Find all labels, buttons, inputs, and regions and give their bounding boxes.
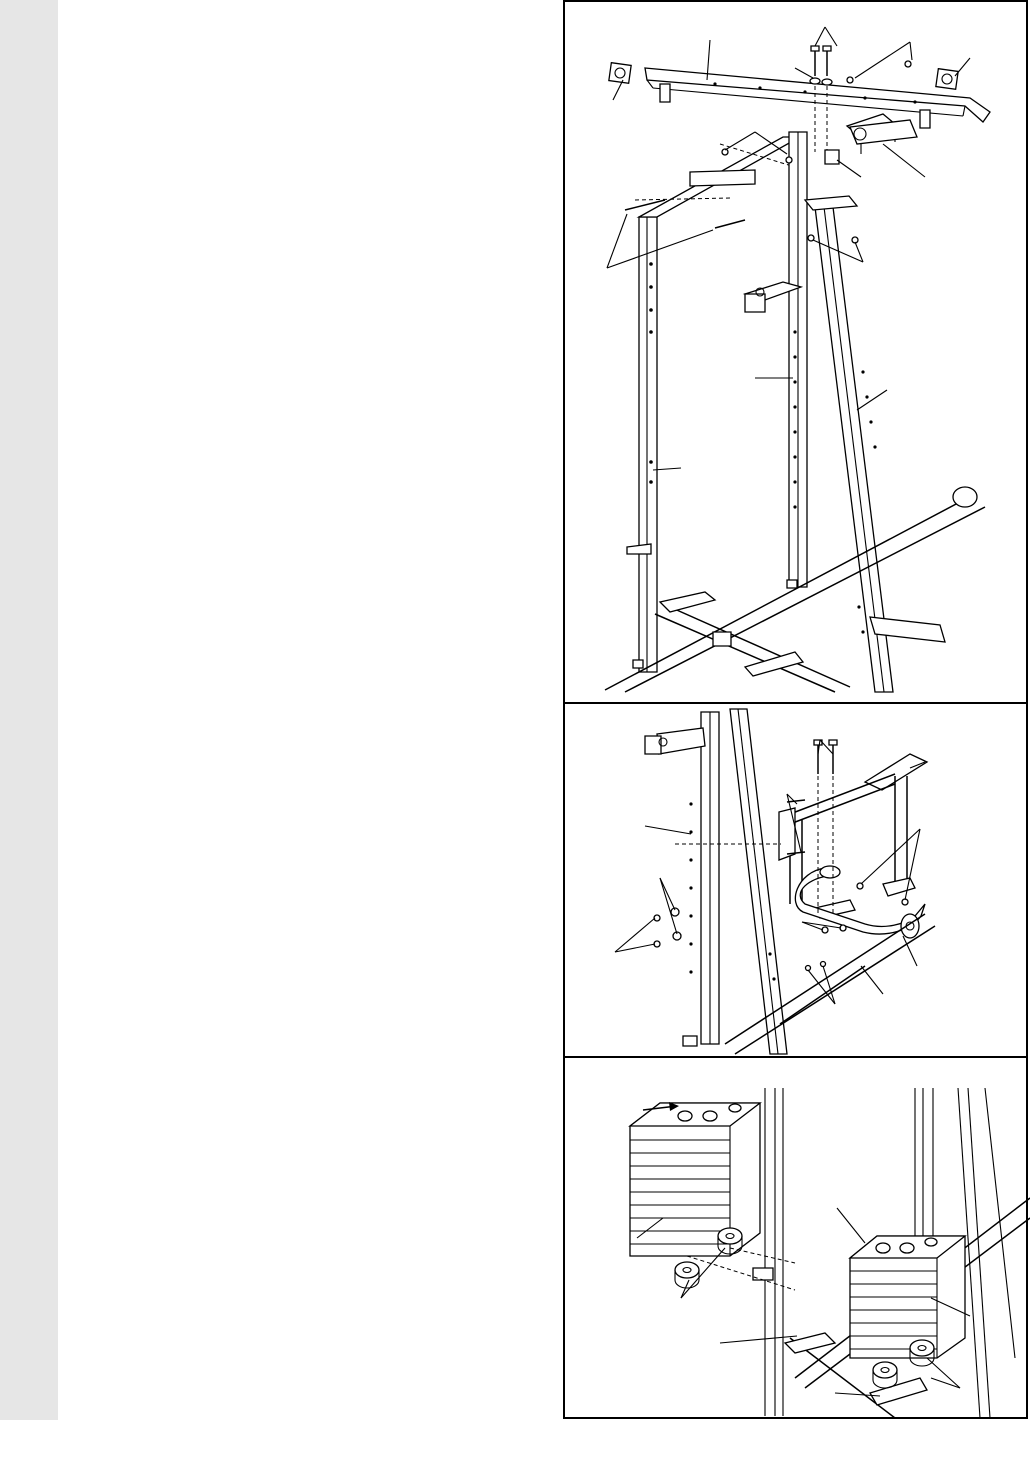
- nut-icon: [857, 883, 863, 889]
- page-margin-gutter: [0, 0, 58, 1420]
- weight-stacks-drawing: [565, 1058, 1030, 1421]
- top-frame-drawing: [565, 2, 1030, 706]
- center-upright-post: [645, 712, 719, 1046]
- pin-icon: [821, 962, 826, 967]
- arm-press-drawing: [565, 704, 1030, 1060]
- assembly-figure-weight-stacks: [563, 1056, 1028, 1419]
- guide-line: [730, 1248, 795, 1263]
- nut-icon: [786, 157, 792, 163]
- left-upright-post: [627, 217, 657, 672]
- pin-icon: [806, 966, 811, 971]
- center-upright-post: [745, 132, 807, 587]
- press-arm-frame: [779, 754, 927, 918]
- diagonal-upright-post: [730, 709, 787, 1054]
- assembly-figure-arm-press: [563, 702, 1028, 1058]
- diagonal-upright-post: [805, 196, 945, 692]
- left-pulley-icon: [609, 63, 631, 84]
- assembly-figure-top-frame: [563, 0, 1028, 704]
- spacer-block: [825, 150, 839, 164]
- instruction-text-column: [58, 0, 563, 1420]
- upper-cross-member: [635, 137, 800, 217]
- right-pulley-icon: [936, 69, 958, 90]
- weight-stack-right: [850, 1236, 965, 1358]
